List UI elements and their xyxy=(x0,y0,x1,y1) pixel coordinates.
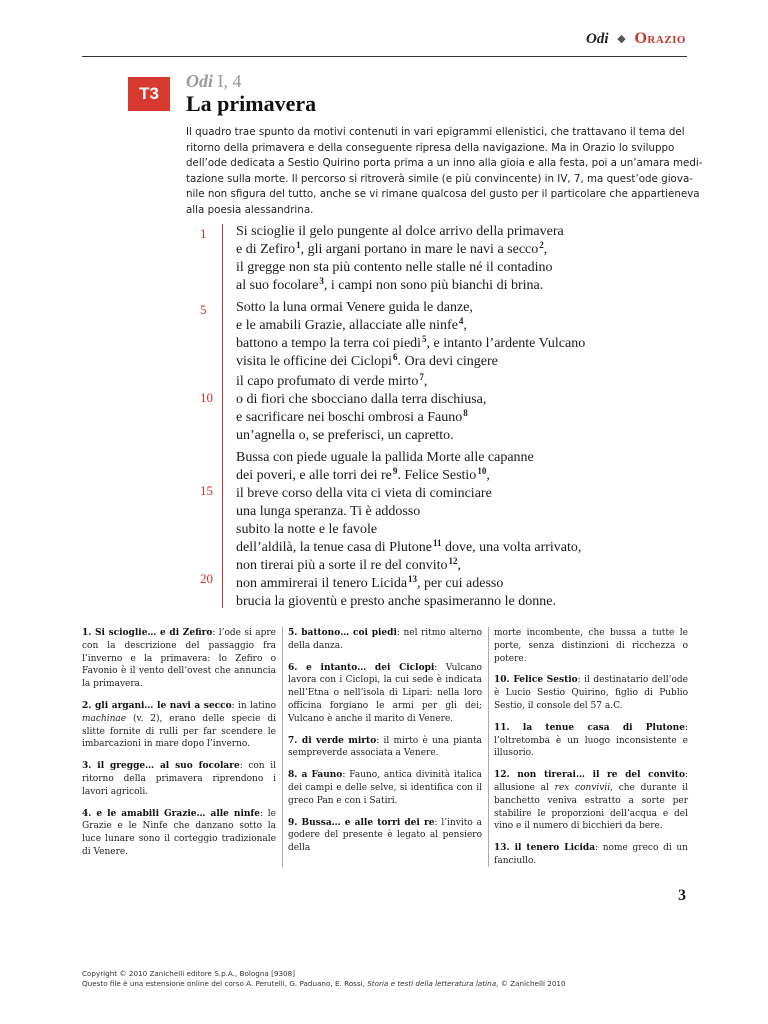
verse-text: visita le officine dei Ciclopi xyxy=(236,354,393,369)
footnote-lemma: 4. e le amabili Grazie… alle ninfe xyxy=(82,808,261,819)
verse-line xyxy=(236,299,585,317)
verse-line xyxy=(236,409,486,427)
intro-paragraph xyxy=(186,125,703,219)
line-number: 1 xyxy=(200,226,207,241)
footnote-lemma: 5. battono… coi piedi xyxy=(288,628,397,638)
verse-text: brucia la gioventù e presto anche spasimeranno le donne. xyxy=(236,594,556,609)
stanza xyxy=(236,539,581,611)
footnote-text: : allusione al xyxy=(494,770,688,793)
verse-line xyxy=(236,575,581,593)
footnote-text: : il destinatario dell’ode è Lucio Sestio Quirino, figlio di Publio Sestio, il console del 57 a.C. xyxy=(494,675,688,711)
line-number: 10 xyxy=(200,390,213,405)
verse-line xyxy=(236,427,486,445)
column-divider xyxy=(282,627,283,867)
verse-text: un’agnella o, se preferisci, un capretto. xyxy=(236,428,454,443)
footnote-lemma: 10. Felice Sestio xyxy=(494,675,578,686)
footnote-ref: 6 xyxy=(393,352,398,362)
footnote-text: : nome greco di un fanciullo. xyxy=(494,843,688,866)
footnote-text: : con il ritorno della primavera riprendono i lavori agricoli. xyxy=(82,761,276,797)
column-divider xyxy=(488,627,489,867)
intro-line: ritorno della primavera e della conseguente ripresa della navigazione. Ma in Orazio lo sviluppo xyxy=(186,141,675,154)
intro-line: dell’ode dedicata a Sestio Quirino porta prima a un inno alla gioia e alla festa, poi a un’amara medi- xyxy=(186,157,703,170)
verse-text: o di fiori che sbocciano dalla terra dischiusa, xyxy=(236,392,487,407)
intro-line: alla poesia alessandrina. xyxy=(186,203,314,216)
footnote-ref: 11 xyxy=(432,538,442,548)
verse-text: e sacrificare nei boschi ombrosi a Fauno xyxy=(236,410,463,425)
footer-line xyxy=(82,979,566,989)
footnote-text: : le Grazie e le Ninfe che danzano sotto la luce lunare sono il corteggio tradizionale di Venere. xyxy=(82,808,276,857)
verse-text: , xyxy=(457,558,461,573)
line-number: 5 xyxy=(200,302,207,317)
verse-text: subito la notte e le favole xyxy=(236,522,378,537)
verse-line xyxy=(236,449,534,467)
footnote xyxy=(288,627,482,653)
footnote-ref: 3 xyxy=(319,276,324,286)
notes-column xyxy=(288,627,482,864)
footnote-ref: 12 xyxy=(448,556,458,566)
header-rule xyxy=(82,56,687,57)
footnote-lemma: 12. non tirerai… il re del convito xyxy=(494,770,685,781)
page-title: La primavera xyxy=(186,91,317,116)
verse-text: non tirerai più a sorte il re del convito xyxy=(236,558,448,573)
verse-line xyxy=(236,485,534,503)
poem-margin-rule xyxy=(222,224,223,608)
footnote-lemma: 1. Si scioglie… e di Zefiro xyxy=(82,628,213,638)
stanza xyxy=(236,373,486,445)
footnote-text: : Fauno, antica divinità italica dei campi e delle selve, si identifica con il greco Pan e con i Satiri. xyxy=(288,770,482,806)
footer-book-title: Storia e testi della letteratura latina xyxy=(367,978,497,988)
footnote-ref: 5 xyxy=(422,334,427,344)
footer-line: Copyright © 2010 Zanichelli editore S.p.A., Bologna [9308] xyxy=(82,969,296,978)
footnote xyxy=(494,769,688,833)
verse-line xyxy=(236,335,585,353)
footnote-lemma: 3. il gregge… al suo focolare xyxy=(82,761,240,772)
verse-text: Sotto la luna ormai Venere guida le danze, xyxy=(236,300,473,315)
page-number: 3 xyxy=(678,887,686,904)
verse-line xyxy=(236,241,564,259)
footnote-text: morte incombente, che bussa a tutte le porte, senza distinzioni di ricchezza o potere. xyxy=(494,628,688,664)
verse-text: , e intanto l’ardente Vulcano xyxy=(426,336,586,351)
stanza xyxy=(236,223,564,295)
footnote-text: : l’ode si apre con la descrizione del passaggio fra l’inverno e la primavera: lo Zefiro o Favonio è il vento dell’ovest che annuncia la primavera. xyxy=(82,628,276,690)
footnote xyxy=(288,662,482,726)
verse-line xyxy=(236,317,585,335)
verse-text: e le amabili Grazie, allacciate alle ninfe xyxy=(236,318,458,333)
stanza xyxy=(236,449,534,539)
footnote xyxy=(288,735,482,761)
footnote-ref: 4 xyxy=(458,316,464,326)
diamond-icon: ◆ xyxy=(617,33,626,45)
footnote-text: : Vulcano lavora con i Ciclopi, la cui sede è indicata nell’Etna o nell’isola di Lipari: nella loro officina forgiano le armi per gli dei; Vulcano è anche il marito di Venere. xyxy=(288,662,482,724)
verse-line xyxy=(236,277,564,295)
verse-line xyxy=(236,391,486,409)
footnote-lemma: 6. e intanto… dei Ciclopi xyxy=(288,662,435,673)
line-number: 20 xyxy=(200,571,213,586)
verse-text: il gregge non sta più contento nelle stalle né il contadino xyxy=(236,260,553,275)
text-badge: T3 xyxy=(128,77,170,111)
footnote-ref: 10 xyxy=(477,466,487,476)
footnote-ref: 7 xyxy=(419,372,424,382)
verse-line xyxy=(236,467,534,485)
footnote-text: : il mirto è una pianta sempreverde associata a Venere. xyxy=(288,735,482,759)
header-author: Orazio xyxy=(634,30,686,47)
verse-text: Bussa con piede uguale la pallida Morte alle capanne xyxy=(236,450,534,465)
verse-text: , xyxy=(423,374,428,389)
verse-text: , xyxy=(543,242,548,257)
verse-text: al suo focolare xyxy=(236,278,319,293)
verse-text: il breve corso della vita ci vieta di cominciare xyxy=(236,486,492,501)
footnote-latin: rex convivii xyxy=(554,782,611,793)
footnote xyxy=(494,627,688,665)
verse-text: dei poveri, e alle torri dei re xyxy=(236,468,392,483)
verse-text: Si scioglie il gelo pungente al dolce arrivo della primavera xyxy=(236,224,564,239)
footnote-lemma: 11. la tenue casa di Plutone xyxy=(494,722,685,733)
footnote-text: (v. 2), erano delle specie di slitte fornite di rulli per far scendere le imbarcazioni in mare dopo l’inverno. xyxy=(82,713,276,750)
verse-line xyxy=(236,557,581,575)
footnote-text: : in latino xyxy=(231,700,276,711)
verse-line xyxy=(236,593,581,611)
footnote xyxy=(288,817,482,855)
verse-line xyxy=(236,373,486,391)
footnote-lemma: 13. il tenero Licida xyxy=(494,843,596,854)
text-ref-number: I, 4 xyxy=(217,71,242,91)
footer-text: , © Zanichelli 2010 xyxy=(496,978,566,988)
verse-text: dell’aldilà, la tenue casa di Plutone xyxy=(236,540,432,555)
verse-text: una lunga speranza. Ti è addosso xyxy=(236,504,421,519)
text-reference xyxy=(186,71,242,92)
verse-text: dove, una volta arrivato, xyxy=(441,540,582,555)
footnote xyxy=(82,760,276,798)
copyright-footer xyxy=(82,969,566,989)
footnote-ref: 1 xyxy=(296,240,301,250)
verse-line xyxy=(236,521,534,539)
verse-line xyxy=(236,353,585,371)
notes-column xyxy=(494,627,688,877)
footnote xyxy=(494,842,688,868)
intro-line: tazione sulla morte. Il percorso si ritroverà simile (e più convincente) in IV, 7, ma quest’ode giova- xyxy=(186,172,693,185)
verse-text: , per cui adesso xyxy=(417,576,504,591)
verse-text: , gli argani portano in mare le navi a secco xyxy=(300,242,539,257)
footer-text: Questo file è una estensione online del corso A. Perutelli, G. Paduano, E. Rossi, xyxy=(82,978,368,988)
verse-line xyxy=(236,503,534,521)
footnote-lemma: 9. Bussa… e alle torri dei re xyxy=(288,817,435,828)
line-number: 15 xyxy=(200,483,213,498)
footnote-lemma: 7. di verde mirto xyxy=(288,735,377,746)
verse-line xyxy=(236,223,564,241)
verse-line xyxy=(236,539,581,557)
text-ref-work: Odi xyxy=(186,71,213,91)
footnote-ref: 13 xyxy=(408,574,418,584)
footnote-ref: 8 xyxy=(463,408,468,418)
verse-text: , xyxy=(486,468,490,483)
footnote-text: : l’invito a godere del presente è legato al pensiero della xyxy=(288,817,482,854)
footnote-text: , che durante il banchetto veniva estratto a sorte per stabilire le proporzioni dell’acqua e del vino e il numero di bicchieri da bere. xyxy=(494,782,689,832)
notes-column xyxy=(82,627,276,868)
footnote-ref: 9 xyxy=(392,466,398,476)
running-header xyxy=(586,30,686,48)
verse-line xyxy=(236,259,564,277)
intro-line: nile non sfigura del tutto, anche se vi rimane qualcosa del gusto per il particolare che appartieneva xyxy=(186,188,700,201)
footnote xyxy=(82,808,276,859)
footnote-ref: 2 xyxy=(539,240,544,250)
verse-text: , xyxy=(463,318,467,333)
verse-text: non ammirerai il tenero Licida xyxy=(236,576,408,591)
verse-text: . Ora devi cingere xyxy=(397,354,498,369)
footnote-lemma: 8. a Fauno xyxy=(288,770,343,781)
verse-text: il capo profumato di verde mirto xyxy=(236,374,419,389)
footnote xyxy=(82,627,276,691)
footnote-lemma: 2. gli argani… le navi a secco xyxy=(82,700,232,711)
footnote xyxy=(82,700,276,751)
stanza xyxy=(236,299,585,371)
footnote-latin: machinae xyxy=(82,713,127,724)
footnote xyxy=(288,769,482,807)
verse-text: battono a tempo la terra coi piedi xyxy=(236,336,422,351)
header-work: Odi xyxy=(586,31,609,47)
verse-text: e di Zefiro xyxy=(236,242,296,257)
footnote xyxy=(494,674,688,712)
intro-line: Il quadro trae spunto da motivi contenuti in vari epigrammi ellenistici, che trattavano il tema del xyxy=(186,126,685,138)
footnote-text: : nel ritmo alterno della danza. xyxy=(288,628,482,651)
verse-text: , i campi non sono più bianchi di brina. xyxy=(323,278,544,293)
footnote xyxy=(494,722,688,760)
footnote-text: : l’oltretomba è un luogo inconsistente e illusorio. xyxy=(494,722,688,759)
verse-text: . Felice Sestio xyxy=(397,468,477,483)
